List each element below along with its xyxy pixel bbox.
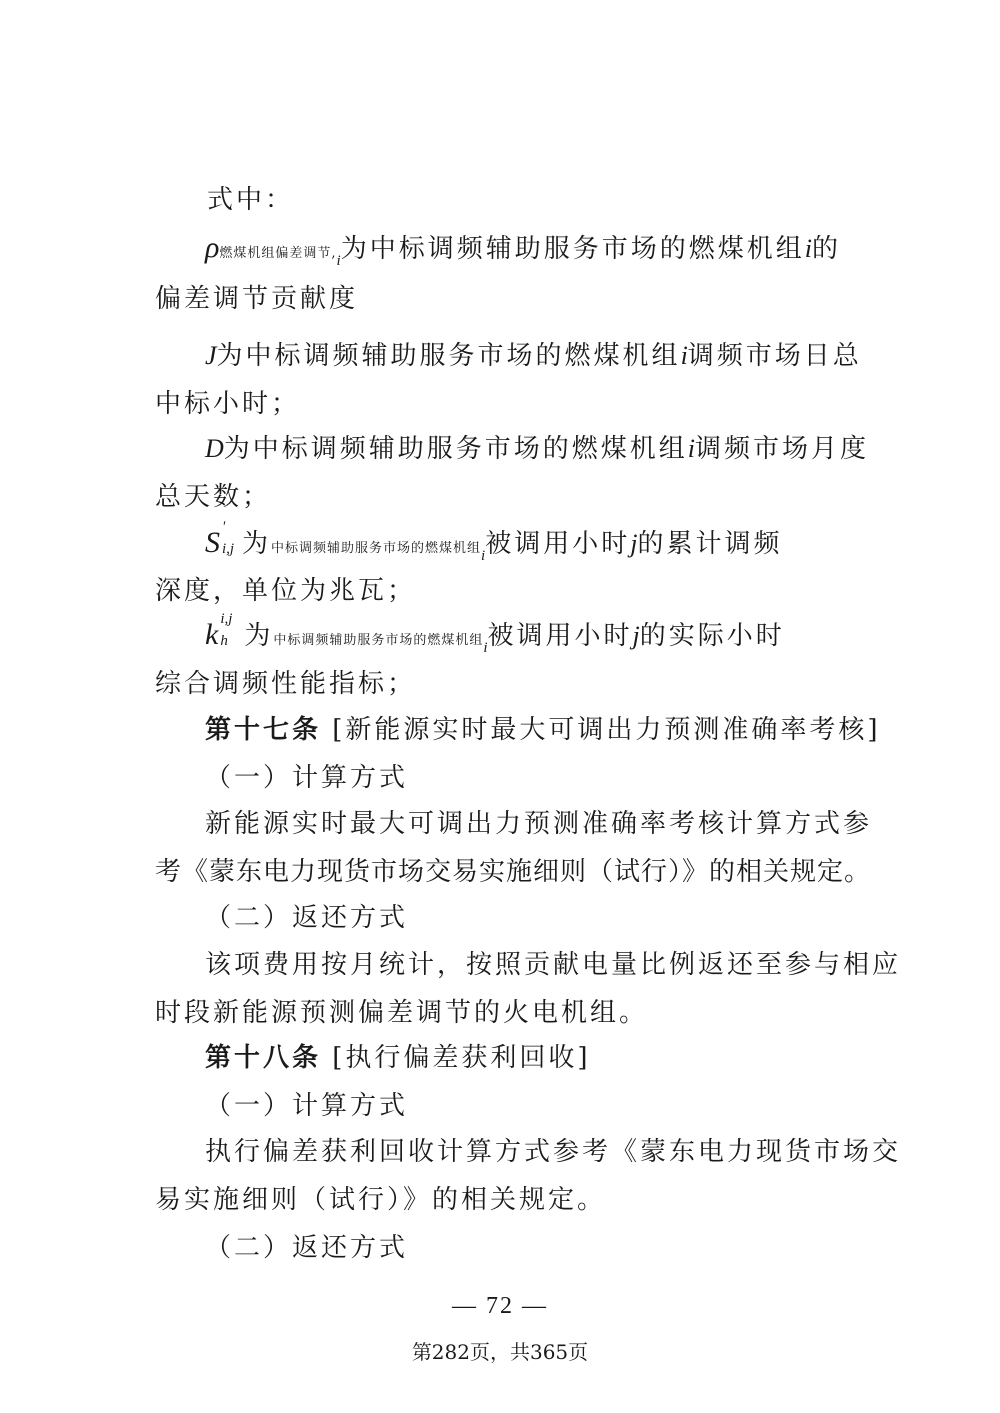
- text-line: 综合调频性能指标；: [155, 669, 417, 699]
- definition-text-end: 的实际小时: [639, 621, 785, 651]
- definition-text-end: 的: [811, 234, 841, 264]
- page-number: — 72 —: [452, 1293, 548, 1319]
- text-line: 考《蒙东电力现货市场交易实施细则（试行）》的相关规定。: [155, 857, 872, 887]
- definition-text: 为中标调频辅助服务市场的燃煤机组: [223, 434, 688, 464]
- variable-j: j: [632, 621, 640, 650]
- subsection-heading: （一）计算方式: [205, 763, 409, 793]
- text-line: 式中：: [207, 185, 295, 215]
- definition-text: 为: [242, 529, 272, 559]
- article-heading: [205, 1045, 591, 1071]
- definition-text: 为中标调频辅助服务市场的燃煤机组: [216, 341, 681, 371]
- text-line: 易实施细则（试行）》的相关规定。: [155, 1185, 607, 1215]
- article-number: 第十七条: [205, 715, 322, 745]
- definition-text-end: 调频市场月度: [695, 434, 870, 464]
- text-line: 中标小时；: [155, 389, 301, 419]
- formula-definition-line: [205, 233, 841, 269]
- definition-text: 为中标调频辅助服务市场的燃煤机组: [340, 234, 805, 264]
- k-indices: i,j h: [220, 611, 233, 649]
- definition-text-end: 调频市场日总: [687, 341, 862, 371]
- subsection-heading: （一）计算方式: [205, 1091, 409, 1121]
- definition-text: 被调用小时: [485, 529, 631, 559]
- text-line: 该项费用按月统计，按照贡献电量比例返还至参与相应: [205, 950, 902, 980]
- variable-i: i: [804, 234, 812, 263]
- S-indices: ' i,j: [222, 519, 235, 557]
- text-line: 总天数；: [155, 482, 272, 512]
- definition-text: 被调用小时: [487, 621, 633, 651]
- S-symbol: S: [205, 526, 220, 559]
- k-symbol: k: [205, 618, 219, 651]
- variable-J: J: [205, 341, 217, 370]
- definition-small-text: 中标调频辅助服务市场的燃煤机组: [273, 633, 484, 648]
- formula-definition-line: [205, 519, 783, 564]
- article-heading: [205, 717, 881, 743]
- article-title: [新能源实时最大可调出力预测准确率考核]: [332, 715, 881, 745]
- article-title: [执行偏差获利回收]: [332, 1043, 591, 1073]
- definition-text: 为: [244, 621, 274, 651]
- rho-symbol: ρ: [205, 231, 220, 264]
- text-line: 新能源实时最大可调出力预测准确率考核计算方式参: [205, 809, 873, 839]
- article-number: 第十八条: [205, 1043, 322, 1073]
- variable-i: i: [680, 341, 688, 370]
- subsection-heading: （二）返还方式: [205, 1233, 409, 1263]
- definition-text-end: 的累计调频: [637, 529, 783, 559]
- variable-i: i: [687, 434, 696, 463]
- definition-small-text: 中标调频辅助服务市场的燃煤机组: [271, 541, 482, 556]
- formula-definition-line: [205, 611, 785, 656]
- page-count-info: 第282页，共365页: [411, 1340, 589, 1364]
- text-line: 执行偏差获利回收计算方式参考《蒙东电力现货市场交: [205, 1137, 902, 1167]
- formula-definition-line: [205, 343, 862, 369]
- text-line: 深度，单位为兆瓦；: [155, 576, 417, 606]
- variable-j: j: [630, 529, 638, 558]
- text-line: 偏差调节贡献度: [155, 284, 359, 314]
- variable-i: i: [483, 640, 488, 656]
- rho-subscript-index: i: [336, 253, 341, 269]
- subsection-heading: （二）返还方式: [205, 903, 409, 933]
- text-line: 时段新能源预测偏差调节的火电机组。: [155, 998, 649, 1028]
- variable-D: D: [205, 434, 224, 463]
- formula-definition-line: [205, 436, 869, 462]
- variable-i: i: [481, 548, 486, 564]
- rho-subscript: 燃煤机组偏差调节,: [219, 246, 337, 261]
